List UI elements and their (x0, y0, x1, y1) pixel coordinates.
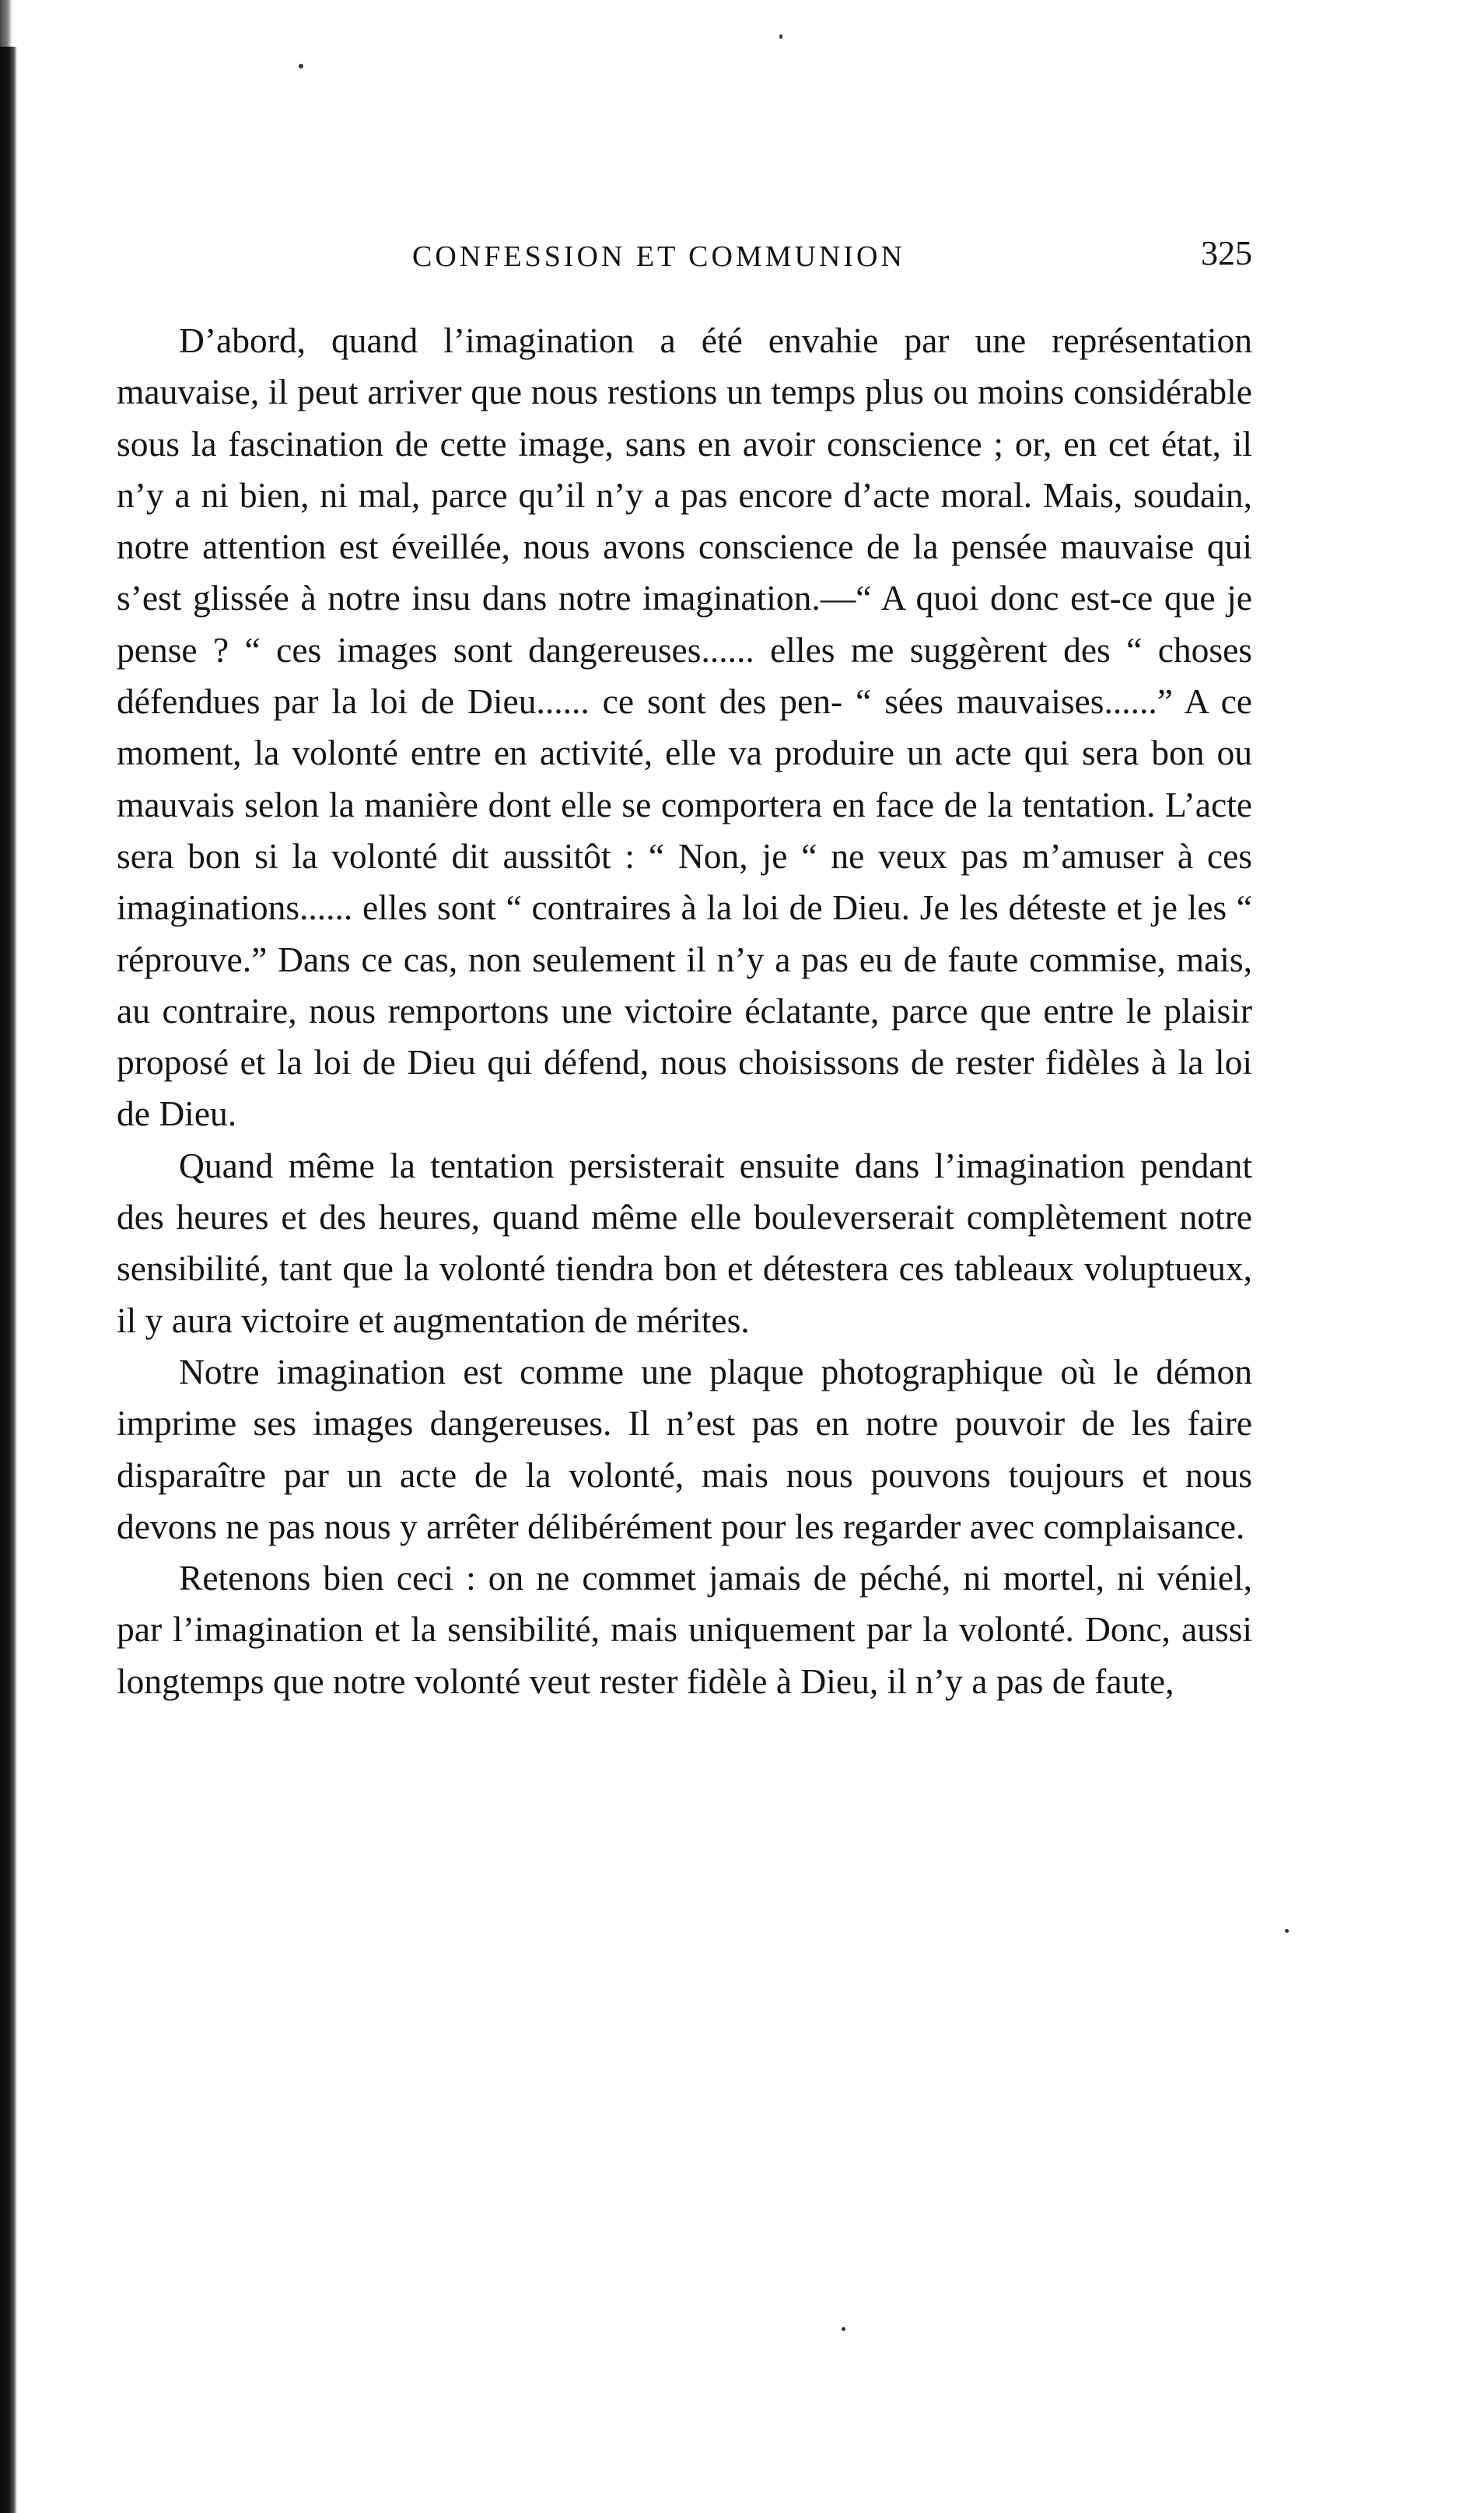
scan-speck (779, 34, 782, 39)
scan-speck (299, 64, 303, 68)
running-head (117, 233, 1252, 280)
paragraph: Notre imagination est comme une plaque photographique où le démon imprime ses images dangereuses. Il n’est pas en notre pouvoir de les faire disparaître par un acte de la volonté, mais nous pouvons toujours et nous devons ne pas nous y arrêter délibérément pour les regarder avec complaisance. (117, 1351, 1252, 1546)
binding-edge (0, 47, 17, 2513)
scan-speck (1285, 1929, 1289, 1933)
body-text (117, 315, 1252, 1707)
paragraph: Quand même la tentation persisterait ensuite dans l’imagination pendant des heures et des heures, quand même elle bouleverserait complètement notre sensibilité, tant que la volonté tiendra bon et détestera ces tableaux voluptueux, il y aura victoire et augmentation de mérites. (117, 1145, 1252, 1340)
paragraph: Retenons bien ceci : on ne commet jamais de péché, ni mortel, ni véniel, par l’imagination et la sensibilité, mais uniquement par la volonté. Donc, aussi longtemps que notre volonté veut rester fidèle à Dieu, il n’y a pas de faute, (117, 1558, 1252, 1701)
binding-edge-top (0, 0, 17, 47)
scan-speck (842, 2327, 845, 2331)
paragraph: D’abord, quand l’imagination a été envahie par une représentation mauvaise, il peut arriver que nous restions un temps plus ou moins considérable sous la fascination de cette image, sans en avoir conscience ; or, en cet état, il n’y a ni bien, ni mal, parce qu’il n’y a pas encore d’acte moral. Mais, soudain, notre attention est éveillée, nous avons conscience de la pensée mauvaise qui s’est glissée à notre insu dans notre imagination.—“ A quoi donc est-ce que je pense ? “ ces images sont dangereuses...... elles me suggèrent des “ choses défendues par la loi de Dieu...... ce sont des pen- “ sées mauvaises......” A ce moment, la volonté entre en activité, elle va produire un acte qui sera bon ou mauvais selon la manière dont elle se comportera en face de la tentation. L’acte sera bon si la volonté dit aussitôt : “ Non, je “ ne veux pas m’amuser à ces imaginations...... elles sont “ contraires à la loi de Dieu. Je les déteste et je les “ réprouve.” Dans ce cas, non seulement il n’y a pas eu de faute commise, mais, au contraire, nous remportons une victoire éclatante, parce que entre le plaisir proposé et la loi de Dieu qui défend, nous choisissons de rester fidèles à la loi de Dieu. (117, 320, 1252, 1134)
running-title: CONFESSION ET COMMUNION (412, 240, 905, 273)
page-number: 325 (1201, 234, 1252, 272)
